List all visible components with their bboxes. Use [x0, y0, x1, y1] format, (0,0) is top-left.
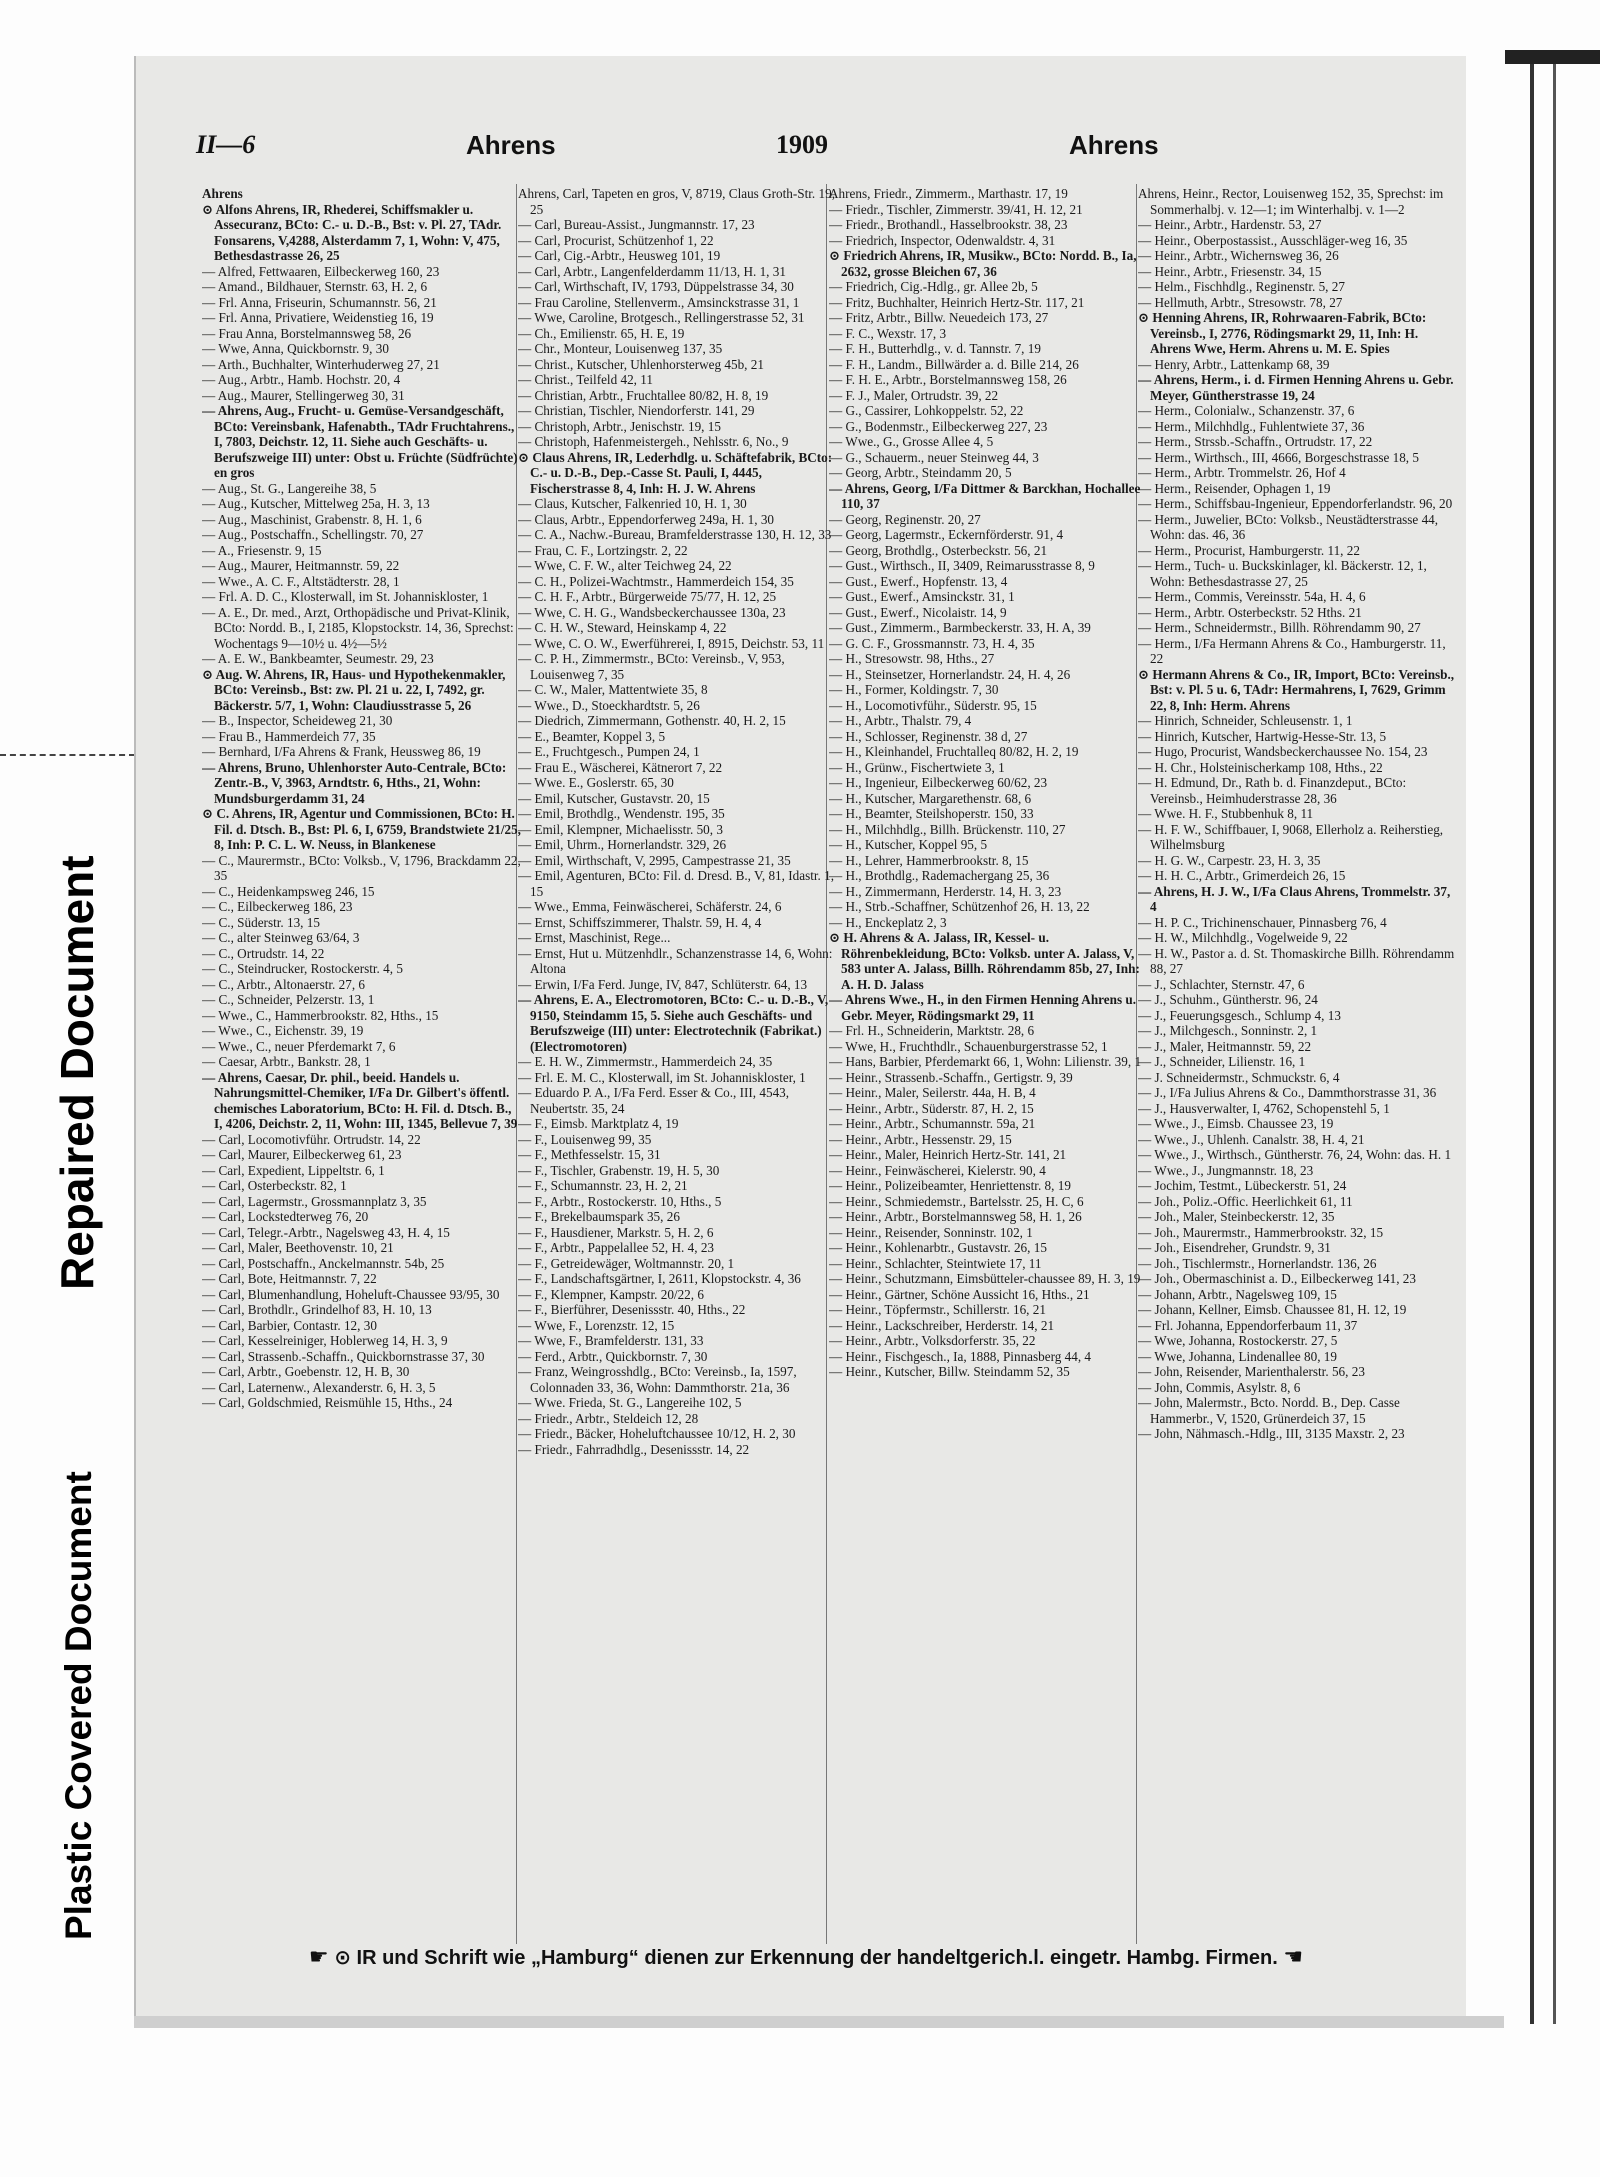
- directory-entry: — Aug., Maurer, Heitmannstr. 59, 22: [202, 558, 400, 573]
- directory-entry: Ahrens, Friedr., Zimmerm., Marthastr. 17, 19: [829, 186, 1068, 201]
- directory-entry: — Christ., Teilfeld 42, 11: [518, 372, 653, 387]
- page-bottom-edge: [134, 2016, 1504, 2028]
- directory-entry: — J., Maler, Heitmannstr. 59, 22: [1138, 1038, 1312, 1054]
- running-head-left: Ahrens: [466, 130, 556, 160]
- directory-column-2: [518, 186, 838, 1996]
- directory-entry: — Herm., Schiffsbau-Ingenieur, Eppendorferlandstr. 96, 20: [1138, 496, 1453, 511]
- directory-entry: — Wwe., C., Eichenstr. 39, 19: [202, 1023, 364, 1038]
- directory-entry: — C., Arbtr., Altonaerstr. 27, 6: [202, 976, 366, 992]
- directory-entry: — Wwe, Caroline, Brotgesch., Rellingerstrasse 52, 31: [518, 310, 805, 325]
- directory-entry: — Emil, Brothdlg., Wendenstr. 195, 35: [518, 806, 725, 821]
- directory-entry: — Heinr., Arbtr., Süderstr. 87, H. 2, 15: [829, 1100, 1034, 1116]
- directory-entry: — Heinr., Arbtr., Friesenstr. 34, 15: [1138, 263, 1322, 279]
- directory-entry: — Herm., Arbtr. Trommelstr. 26, Hof 4: [1138, 465, 1346, 480]
- directory-entry: — Frl. Anna, Friseurin, Schumannstr. 56, 21: [202, 294, 437, 310]
- directory-entry: — Carl, Strassenb.-Schaffn., Quickbornstrasse 37, 30: [202, 1348, 485, 1364]
- directory-entry: — C. A., Nachw.-Bureau, Bramfelderstrasse 130, H. 12, 33: [518, 527, 832, 542]
- directory-entry: — Aug., Arbtr., Hamb. Hochstr. 20, 4: [202, 372, 401, 387]
- footer-note: [216, 1944, 1396, 1984]
- pointing-hand-icon: ☛: [308, 1944, 329, 1969]
- directory-entry: — Wwe., C., Hammerbrookstr. 82, Hths., 15: [202, 1007, 439, 1023]
- directory-entry: — Ahrens, Herm., i. d. Firmen Henning Ahrens u. Gebr. Meyer, Güntherstrasse 19, 24: [1138, 372, 1454, 403]
- directory-entry: — A. E. W., Bankbeamter, Seumestr. 29, 23: [202, 651, 434, 666]
- directory-entry: — G., Cassirer, Lohkoppelstr. 52, 22: [829, 403, 1024, 418]
- directory-entry: — Wwe., J., Uhlenh. Canalstr. 38, H. 4, 21: [1138, 1131, 1365, 1147]
- directory-entry: — Carl, Arbtr., Langenfelderdamm 11/13, H. 1, 31: [518, 263, 786, 279]
- directory-entry: — Herm., Schneidermstr., Billh. Röhrendamm 90, 27: [1138, 620, 1421, 635]
- directory-entry: — G., Schauerm., neuer Steinweg 44, 3: [829, 449, 1039, 465]
- directory-entry: — C., Schneider, Pelzerstr. 13, 1: [202, 992, 375, 1007]
- directory-entry: — Carl, Telegr.-Arbtr., Nagelsweg 43, H. 4, 15: [202, 1224, 450, 1240]
- directory-entry: — Carl, Expedient, Lippeltstr. 6, 1: [202, 1162, 385, 1178]
- directory-entry: — Wwe., J., Wirthsch., Güntherstr. 76, 24, Wohn: das. H. 1: [1138, 1147, 1452, 1162]
- directory-entry: — H. F. W., Schiffbauer, I, 9068, Ellerholz a. Reiherstieg, Wilhelmsburg: [1138, 821, 1444, 852]
- directory-entry: — F., Landschaftsgärtner, I, 2611, Klopstockstr. 4, 36: [518, 1271, 801, 1286]
- directory-entry: — Joh., Obermaschinist a. D., Eilbeckerweg 141, 23: [1138, 1271, 1416, 1286]
- directory-entry: — Gust., Ewerf., Nicolaistr. 14, 9: [829, 604, 1007, 620]
- directory-entry: — Friedrich, Inspector, Odenwaldstr. 4, 31: [829, 232, 1056, 248]
- directory-entry: — Joh., Poliz.-Offic. Heerlichkeit 61, 11: [1138, 1193, 1353, 1209]
- directory-entry: — Heinr., Kohlenarbtr., Gustavstr. 26, 15: [829, 1240, 1047, 1255]
- directory-entry: — Carl, Blumenhandlung, Hoheluft-Chaussee 93/95, 30: [202, 1286, 500, 1302]
- directory-entry: — E. H. W., Zimmermstr., Hammerdeich 24, 35: [518, 1054, 773, 1069]
- directory-entry: — Ernst, Hut u. Mützenhdlr., Schanzenstrasse 14, 6, Wohn: Altona: [518, 945, 833, 976]
- directory-entry: — H., Ingenieur, Eilbeckerweg 60/62, 23: [829, 775, 1048, 790]
- directory-entry: — Heinr., Schutzmann, Eimsbütteler-chaussee 89, H. 3, 19: [829, 1271, 1141, 1286]
- directory-entry: — Emil, Klempner, Michaelisstr. 50, 3: [518, 821, 723, 837]
- directory-entry: — Aug., Maurer, Stellingerweg 30, 31: [202, 387, 405, 403]
- directory-entry: — Alfred, Fettwaaren, Eilbeckerweg 160, 23: [202, 263, 440, 279]
- directory-entry: — Aug., Kutscher, Mittelweg 25a, H. 3, 13: [202, 496, 430, 511]
- directory-entry: — Heinr., Arbtr., Borstelmannsweg 58, H. 1, 26: [829, 1209, 1082, 1224]
- directory-entry: — Ch., Emilienstr. 65, H. E, 19: [518, 325, 685, 341]
- directory-entry: — F., Klempner, Kampstr. 20/22, 6: [518, 1286, 704, 1302]
- directory-entry: — Joh., Maurermstr., Hammerbrookstr. 32, 15: [1138, 1224, 1384, 1240]
- directory-entry: — Georg, Arbtr., Steindamm 20, 5: [829, 465, 1012, 480]
- directory-entry: — Friedr., Brothandl., Hasselbrookstr. 38, 23: [829, 217, 1068, 232]
- directory-entry: ⊙ Alfons Ahrens, IR, Rhederei, Schiffsmakler u. Assecuranz, BCto: C.- u. D.-B., Bst: v. Pl. 27, TAdr. Fonsarens, V,4288, Alsterdamm 7, 1, Wohn: V, 475, Bethesdastrasse 26, 25: [202, 201, 502, 263]
- directory-entry: — Wwe., J., Jungmannstr. 18, 23: [1138, 1162, 1314, 1178]
- directory-entry: — A. E., Dr. med., Arzt, Orthopädische und Privat-Klinik, BCto: Nordd. B., I, 2185, Klopstockstr. 14, 36, Sprechst: Wochentags 9—10½ u. 4½—5½: [202, 604, 514, 651]
- directory-entry: — J., Schneider, Lilienstr. 16, 1: [1138, 1054, 1306, 1069]
- directory-entry: — J., Milchgesch., Sonninstr. 2, 1: [1138, 1023, 1318, 1038]
- directory-entry: — Carl, Brothdlr., Grindelhof 83, H. 10, 13: [202, 1302, 432, 1317]
- directory-entry: — Friedr., Fahrradhdlg., Desenissstr. 14, 22: [518, 1441, 750, 1457]
- directory-entry: — Friedr., Bäcker, Hoheluftchaussee 10/12, H. 2, 30: [518, 1426, 796, 1441]
- directory-entry: — Ahrens, Bruno, Uhlenhorster Auto-Centrale, BCto: Zentr.-B., V, 3963, Arndtstr. 6, Hths., 21, Wohn: Mundsburgerdamm 31, 24: [202, 759, 507, 806]
- directory-entry: — F., Arbtr., Pappelallee 52, H. 4, 23: [518, 1240, 715, 1255]
- directory-entry: — H., Schlosser, Reginenstr. 38 d, 27: [829, 728, 1028, 744]
- directory-entry: — Gust., Wirthsch., II, 3409, Reimarusstrasse 8, 9: [829, 558, 1095, 573]
- directory-entry: — Frl. Anna, Privatiere, Weidenstieg 16, 19: [202, 310, 434, 325]
- directory-entry: — John, Nähmasch.-Hdlg., III, 3135 Maxstr. 2, 23: [1138, 1426, 1405, 1441]
- directory-entry: — Georg, Reginenstr. 20, 27: [829, 511, 981, 527]
- directory-entry: — G., Bodenmstr., Eilbeckerweg 227, 23: [829, 418, 1048, 434]
- directory-entry: — Joh., Tischlermstr., Hornerlandstr. 136, 26: [1138, 1255, 1377, 1271]
- directory-entry: — F., Tischler, Grabenstr. 19, H. 5, 30: [518, 1162, 720, 1178]
- plastic-covered-document-label: Plastic Covered Document: [58, 1471, 99, 1940]
- directory-entry: — Heinr., Arbtr., Hardenstr. 53, 27: [1138, 217, 1322, 232]
- directory-entry: — C. P. H., Zimmermstr., BCto: Vereinsb., V, 953, Louisenweg 7, 35: [518, 651, 785, 682]
- directory-entry: — F., Methfesselstr. 15, 31: [518, 1147, 661, 1162]
- directory-entry: — Aug., St. G., Langereihe 38, 5: [202, 480, 377, 496]
- directory-entry: — Carl, Postschaffn., Anckelmannstr. 54b, 25: [202, 1255, 445, 1271]
- directory-entry: — Herm., Wirthsch., III, 4666, Borgeschstrasse 18, 5: [1138, 449, 1419, 465]
- directory-entry: — J., Hausverwalter, I, 4762, Schopenstehl 5, 1: [1138, 1100, 1390, 1116]
- directory-entry: — Friedrich, Cig.-Hdlg., gr. Allee 2b, 5: [829, 279, 1038, 294]
- directory-entry: — Carl, Procurist, Schützenhof 1, 22: [518, 232, 714, 248]
- directory-entry: — Carl, Kesselreiniger, Hoblerweg 14, H. 3, 9: [202, 1333, 448, 1348]
- directory-entry: — Wwe. Frieda, St. G., Langereihe 102, 5: [518, 1395, 742, 1410]
- directory-entry: — H., Zimmermann, Herderstr. 14, H. 3, 23: [829, 883, 1062, 899]
- directory-entry: — Eduardo P. A., I/Fa Ferd. Esser & Co., III, 4543, Neubertstr. 35, 24: [518, 1085, 790, 1116]
- directory-entry: — F., Eimsb. Marktplatz 4, 19: [518, 1116, 679, 1131]
- directory-entry: — Ahrens Wwe., H., in den Firmen Henning Ahrens u. Gebr. Meyer, Rödingsmarkt 29, 11: [829, 992, 1137, 1023]
- directory-entry: — Ahrens, E. A., Electromotoren, BCto: C.- u. D.-B., V, 9150, Steindamm 15, 5. Siehe auch Geschäfts- und Berufszweige (III) unter: Electrotechnik (Fabrikat.) (Electromotoren): [518, 992, 829, 1054]
- directory-entry: ⊙ Claus Ahrens, IR, Lederhdlg. u. Schäftefabrik, BCto: C.- u. D.-B., Dep.-Casse St. Pauli, I, 4445, Fischerstrasse 8, 4, Inh: H. J. W. Ahrens: [518, 449, 833, 496]
- directory-entry: Ahrens, Carl, Tapeten en gros, V, 8719, Claus Groth-Str. 19, 25: [518, 186, 836, 217]
- directory-entry: — Carl, Arbtr., Goebenstr. 12, H. B, 30: [202, 1364, 410, 1379]
- directory-entry: — Herm., Commis, Vereinsstr. 54a, H. 4, 6: [1138, 589, 1366, 604]
- directory-entry: — Carl, Locomotivführ. Ortrudstr. 14, 22: [202, 1131, 421, 1147]
- directory-entry: — F., Brekelbaumspark 35, 26: [518, 1209, 680, 1224]
- directory-entry: ⊙ C. Ahrens, IR, Agentur und Commissionen, BCto: H. Fil. d. Dtsch. B., Bst: Pl. 6, I, 6759, Brandstwiete 21/25, 8, Inh: P. C. L. W. Neuss, in Blankenese: [202, 806, 521, 852]
- directory-entry: — Frau E., Wäscherei, Kätnerort 7, 22: [518, 759, 723, 775]
- directory-entry: — Heinr., Reisender, Sonninstr. 102, 1: [829, 1224, 1033, 1240]
- directory-entry: — Wwe., A. C. F., Altstädterstr. 28, 1: [202, 573, 400, 589]
- directory-entry: — Carl, Laternenw., Alexanderstr. 6, H. 3, 5: [202, 1379, 436, 1395]
- directory-entry: — Ahrens, Georg, I/Fa Dittmer & Barckhan, Hochallee 110, 37: [829, 480, 1141, 511]
- page-number: II—6: [196, 130, 256, 159]
- directory-entry: — Heinr., Lackschreiber, Herderstr. 14, 21: [829, 1317, 1055, 1333]
- directory-entry: — Diedrich, Zimmermann, Gothenstr. 40, H. 2, 15: [518, 713, 786, 728]
- directory-entry: — Wwe., G., Grosse Allee 4, 5: [829, 434, 994, 449]
- directory-entry: — Heinr., Arbtr., Volksdorferstr. 35, 22: [829, 1333, 1036, 1348]
- directory-entry: — Herm., Reisender, Ophagen 1, 19: [1138, 480, 1331, 496]
- directory-entry: — Heinr., Arbtr., Hessenstr. 29, 15: [829, 1131, 1012, 1147]
- directory-entry: — Heinr., Fischgesch., Ia, 1888, Pinnasberg 44, 4: [829, 1348, 1092, 1364]
- directory-entry: — Frau Caroline, Stellenverm., Amsinckstrasse 31, 1: [518, 294, 800, 310]
- cut-line: [0, 754, 135, 756]
- directory-entry: — Carl, Bote, Heitmannstr. 7, 22: [202, 1271, 377, 1286]
- directory-entry: — C., Süderstr. 13, 15: [202, 914, 320, 930]
- directory-entry: — Emil, Uhrm., Hornerlandstr. 329, 26: [518, 837, 727, 852]
- directory-entry: — Herm., I/Fa Hermann Ahrens & Co., Hamburgerstr. 11, 22: [1138, 635, 1446, 666]
- directory-entry: — Wwe. E., Goslerstr. 65, 30: [518, 775, 674, 790]
- directory-entry: — C. H. F., Arbtr., Bürgerweide 75/77, H. 12, 25: [518, 589, 777, 604]
- directory-entry: — Wwe, C. H. G., Wandsbeckerchaussee 130a, 23: [518, 604, 786, 620]
- directory-entry: — Fritz, Arbtr., Billw. Neuedeich 173, 27: [829, 310, 1049, 325]
- directory-entry: — H., Locomotivführ., Süderstr. 95, 15: [829, 697, 1037, 713]
- directory-entry: — Carl, Lagermstr., Grossmannplatz 3, 35: [202, 1193, 427, 1209]
- directory-entry: — Carl, Maurer, Eilbeckerweg 61, 23: [202, 1147, 402, 1162]
- directory-entry: — Frl. A. D. C., Klosterwall, im St. Johanniskloster, 1: [202, 589, 489, 604]
- directory-entry: — B., Inspector, Scheideweg 21, 30: [202, 713, 393, 728]
- directory-entry: — Wwe, F., Bramfelderstr. 131, 33: [518, 1333, 704, 1348]
- directory-entry: — John, Reisender, Marienthalerstr. 56, 23: [1138, 1364, 1365, 1379]
- directory-entry: — Emil, Wirthschaft, V, 2995, Campestrasse 21, 35: [518, 852, 791, 868]
- directory-entry: — Fritz, Buchhalter, Heinrich Hertz-Str. 117, 21: [829, 294, 1085, 310]
- directory-entry: — Christian, Tischler, Niendorferstr. 141, 29: [518, 403, 755, 418]
- directory-entry: — Ahrens, Caesar, Dr. phil., beeid. Handels u. Nahrungsmittel-Chemiker, I/Fa Dr. Gilbert's öffentl. chemisches Laboratorium, BCto: H. Fil. d. Dtsch. B., I, 4206, Deichstr. 2, 11, Wohn: III, 1345, Bellevue 7, 39: [202, 1069, 518, 1131]
- directory-entry: — Wwe., J., Eimsb. Chaussee 23, 19: [1138, 1116, 1334, 1131]
- directory-entry: — Arth., Buchhalter, Winterhuderweg 27, 21: [202, 356, 440, 372]
- directory-entry: — F., Getreidewäger, Woltmannstr. 20, 1: [518, 1255, 735, 1271]
- directory-entry: — Herm., Procurist, Hamburgerstr. 11, 22: [1138, 542, 1360, 558]
- directory-entry: — F. J., Maler, Ortrudstr. 39, 22: [829, 387, 999, 403]
- directory-entry: — Herm., Arbtr. Osterbeckstr. 52 Hths. 21: [1138, 604, 1362, 620]
- directory-entry: — Frau Anna, Borstelmannsweg 58, 26: [202, 325, 412, 341]
- directory-entry: — Carl, Goldschmied, Reismühle 15, Hths., 24: [202, 1395, 453, 1410]
- directory-entry: — Aug., Postschaffn., Schellingstr. 70, 27: [202, 527, 424, 542]
- directory-entry: — H. P. C., Trichinenschauer, Pinnasberg 76, 4: [1138, 914, 1387, 930]
- directory-entry: — Christ., Kutscher, Uhlenhorsterweg 45b, 21: [518, 356, 764, 372]
- directory-entry: — J., Schuhm., Güntherstr. 96, 24: [1138, 992, 1318, 1007]
- directory-entry: — Heinr., Maler, Seilerstr. 44a, H. B, 4: [829, 1085, 1036, 1100]
- directory-entry: — H., Kleinhandel, Fruchtalleq 80/82, H. 2, 19: [829, 744, 1079, 759]
- directory-entry: — Gust., Ewerf., Hopfenstr. 13, 4: [829, 573, 1008, 589]
- directory-entry: — Heinr., Polizeibeamter, Henriettenstr. 8, 19: [829, 1178, 1071, 1193]
- directory-entry: — H., Beamter, Steilshoperstr. 150, 33: [829, 806, 1034, 821]
- directory-entry: — Heinr., Kutscher, Billw. Steindamm 52, 35: [829, 1364, 1070, 1379]
- directory-entry: ⊙ Aug. W. Ahrens, IR, Haus- und Hypothekenmakler, BCto: Vereinsb., Bst: zw. Pl. 21 u. 22, I, 7492, gr. Bäckerstr. 5/7, 1, Wohn: Claudiusstrasse 5, 26: [202, 666, 506, 713]
- directory-entry: — Wwe, Anna, Quickbornstr. 9, 30: [202, 341, 389, 356]
- running-head-year: 1909: [776, 130, 828, 159]
- directory-entry: — Wwe, Johanna, Rostockerstr. 27, 5: [1138, 1333, 1338, 1348]
- directory-entry: — J., Feuerungsgesch., Schlump 4, 13: [1138, 1007, 1341, 1023]
- pointing-hand-icon: ☚: [1283, 1944, 1304, 1969]
- directory-entry: — Jochim, Testmt., Lübeckerstr. 51, 24: [1138, 1178, 1347, 1193]
- directory-column-3: [829, 186, 1149, 1996]
- directory-entry: Ahrens, Heinr., Rector, Louisenweg 152, 35, Sprechst: im Sommerhalbj. v. 12—1; im Winterhalbj. v. 1—2: [1138, 186, 1444, 217]
- directory-entry: — Wwe., D., Stoeckhardtstr. 5, 26: [518, 697, 700, 713]
- directory-entry: — Wwe, Johanna, Lindenallee 80, 19: [1138, 1348, 1337, 1364]
- directory-entry: — Caesar, Arbtr., Bankstr. 28, 1: [202, 1054, 371, 1069]
- directory-entry: — Gust., Ewerf., Amsinckstr. 31, 1: [829, 589, 1015, 604]
- directory-entry: — G. C. F., Grossmannstr. 73, H. 4, 35: [829, 635, 1035, 651]
- directory-entry: — Frau, C. F., Lortzingstr. 2, 22: [518, 542, 688, 558]
- directory-entry: — Claus, Arbtr., Eppendorferweg 249a, H. 1, 30: [518, 511, 775, 527]
- running-head: [196, 130, 1316, 170]
- directory-entry: — Heinr., Arbtr., Schumannstr. 59a, 21: [829, 1116, 1036, 1131]
- directory-entry: — Ahrens, Aug., Frucht- u. Gemüse-Versandgeschäft, BCto: Vereinsbank, Hafenabth., TAdr Fruchtahrens., I, 7803, Deichstr. 12, 11. Siehe auch Geschäfts- u. Berufszweige III) unter: Obst u. Früchte (Südfrüchte) en gros: [202, 403, 518, 480]
- directory-entry: — F. H. E., Arbtr., Borstelmannsweg 158, 26: [829, 372, 1067, 387]
- directory-entry: — Hugo, Procurist, Wandsbeckerchaussee No. 154, 23: [1138, 744, 1428, 759]
- directory-entry: — Ferd., Arbtr., Quickbornstr. 7, 30: [518, 1348, 708, 1364]
- directory-entry: — Johann, Arbtr., Nagelsweg 109, 15: [1138, 1286, 1337, 1302]
- directory-entry: — Hinrich, Kutscher, Hartwig-Hesse-Str. 13, 5: [1138, 728, 1387, 744]
- footer-text: ⊙ IR und Schrift wie „Hamburg“ dienen zur Erkennung der handeltgerich.l. eingetr. Hambg. Firmen.: [334, 1947, 1278, 1969]
- directory-entry: — Frl. H., Schneiderin, Marktstr. 28, 6: [829, 1023, 1035, 1038]
- directory-entry: — Carl, Lockstedterweg 76, 20: [202, 1209, 369, 1224]
- directory-entry: — Heinr., Töpfermstr., Schillerstr. 16, 21: [829, 1302, 1046, 1317]
- directory-entry: ⊙ Henning Ahrens, IR, Rohrwaaren-Fabrik, BCto: Vereinsb., I, 2776, Rödingsmarkt 29, 11, Inh: H. Ahrens Wwe, Herm. Ahrens u. M. E. Spies: [1138, 310, 1427, 356]
- directory-entry: — Herm., Tuch- u. Buckskinlager, kl. Bäckerstr. 12, 1, Wohn: Bethesdastrasse 27, 25: [1138, 558, 1427, 589]
- directory-entry: — Christoph, Hafenmeistergeh., Nehlsstr. 6, No., 9: [518, 434, 789, 449]
- directory-entry: — C., Steindrucker, Rostockerstr. 4, 5: [202, 961, 403, 976]
- directory-entry: — Friedr., Tischler, Zimmerstr. 39/41, H. 12, 21: [829, 201, 1083, 217]
- directory-entry: — Herm., Juwelier, BCto: Volksb., Neustädterstrasse 44, Wohn: das. 46, 36: [1138, 511, 1439, 542]
- directory-entry: — C., Eilbeckerweg 186, 23: [202, 899, 353, 914]
- directory-entry: — John, Malermstr., Bcto. Nordd. B., Dep. Casse Hammerbr., V, 1520, Grünerdeich 37, 15: [1138, 1395, 1400, 1426]
- directory-entry: — C., Heidenkampsweg 246, 15: [202, 883, 375, 899]
- binding-edge: [1505, 50, 1600, 64]
- repaired-document-label: Repaired Document: [51, 855, 103, 1290]
- directory-entry: — H. G. W., Carpestr. 23, H. 3, 35: [1138, 852, 1321, 868]
- directory-entry: — Carl, Osterbeckstr. 82, 1: [202, 1178, 347, 1193]
- directory-entry: — Georg, Lagermstr., Eckernförderstr. 91, 4: [829, 527, 1064, 542]
- directory-entry: — Wwe. H. F., Stubbenhuk 8, 11: [1138, 806, 1314, 821]
- directory-entry: — Emil, Kutscher, Gustavstr. 20, 15: [518, 790, 710, 806]
- directory-entry: — E., Fruchtgesch., Pumpen 24, 1: [518, 744, 700, 759]
- directory-entry: — H., Strb.-Schaffner, Schützenhof 26, H. 13, 22: [829, 899, 1090, 914]
- directory-entry: — H., Arbtr., Thalstr. 79, 4: [829, 713, 972, 728]
- directory-entry: — Amand., Bildhauer, Sternstr. 63, H. 2, 6: [202, 279, 428, 294]
- directory-entry: — C., Maurermstr., BCto: Volksb., V, 1796, Brackdamm 22, 35: [202, 852, 521, 883]
- directory-entry: — Wwe., C., neuer Pferdemarkt 7, 6: [202, 1038, 396, 1054]
- directory-entry: ⊙ H. Ahrens & A. Jalass, IR, Kessel- u. Röhrenbekleidung, BCto: Volksb. unter A. Jalass, V, 583 unter A. Jalass, Billh. Röhrendamm 85b, 27, Inh: A. H. D. Jalass: [829, 930, 1140, 992]
- directory-entry: — C. W., Maler, Mattentwiete 35, 8: [518, 682, 708, 697]
- directory-entry: — H., Milchhdlg., Billh. Brückenstr. 110, 27: [829, 821, 1066, 837]
- directory-entry: — Heinr., Schmiedemstr., Bartelsstr. 25, H. C, 6: [829, 1193, 1084, 1209]
- directory-entry: — Heinr., Feinwäscherei, Kielerstr. 90, 4: [829, 1162, 1046, 1178]
- directory-entry: — F., Louisenweg 99, 35: [518, 1131, 652, 1147]
- directory-entry: — F., Schumannstr. 23, H. 2, 21: [518, 1178, 688, 1193]
- directory-entry: — H. W., Milchhdlg., Vogelweide 9, 22: [1138, 930, 1348, 945]
- directory-entry: — Herm., Milchhdlg., Fuhlentwiete 37, 36: [1138, 418, 1365, 434]
- directory-column-1: [202, 186, 522, 1996]
- directory-entry: — Wwe, H., Fruchthdlr., Schauenburgerstrasse 52, 1: [829, 1038, 1108, 1054]
- directory-entry: — Joh., Eisendreher, Grundstr. 9, 31: [1138, 1240, 1331, 1255]
- directory-entry: — Georg, Brothdlg., Osterbeckstr. 56, 21: [829, 542, 1048, 558]
- directory-entry: — Hans, Barbier, Pferdemarkt 66, 1, Wohn: Lilienstr. 39, 1: [829, 1054, 1142, 1069]
- directory-entry: ⊙ Friedrich Ahrens, IR, Musikw., BCto: Nordd. B., Ia, 2632, grosse Bleichen 67, 36: [829, 248, 1137, 279]
- directory-page: [134, 56, 1466, 2016]
- column-heading: Ahrens: [202, 186, 243, 201]
- directory-entry: — Erwin, I/Fa Ferd. Junge, IV, 847, Schlüterstr. 64, 13: [518, 976, 808, 992]
- directory-entry: — Carl, Cig.-Arbtr., Heusweg 101, 19: [518, 248, 721, 263]
- directory-entry: — Bernhard, I/Fa Ahrens & Frank, Heussweg 86, 19: [202, 744, 481, 759]
- directory-entry: — F., Hausdiener, Markstr. 5, H. 2, 6: [518, 1224, 714, 1240]
- directory-entry: — Heinr., Oberpostassist., Ausschläger-weg 16, 35: [1138, 232, 1408, 248]
- directory-entry: — F. H., Butterhdlg., v. d. Tannstr. 7, 19: [829, 341, 1041, 356]
- directory-entry: — John, Commis, Asylstr. 8, 6: [1138, 1379, 1301, 1395]
- directory-entry: — H., Kutscher, Koppel 95, 5: [829, 837, 988, 852]
- directory-entry: — H. W., Pastor a. d. St. Thomaskirche Billh. Röhrendamm 88, 27: [1138, 945, 1455, 976]
- directory-entry: — H., Lehrer, Hammerbrookstr. 8, 15: [829, 852, 1029, 868]
- directory-entry: — Joh., Maler, Steinbeckerstr. 12, 35: [1138, 1209, 1335, 1224]
- directory-column-4: [1138, 186, 1458, 1996]
- directory-entry: — Herm., Colonialw., Schanzenstr. 37, 6: [1138, 403, 1355, 418]
- directory-entry: — C., alter Steinweg 63/64, 3: [202, 930, 360, 945]
- directory-entry: — H., Brothdlg., Rademachergang 25, 36: [829, 868, 1050, 883]
- directory-entry: — Carl, Maler, Beethovenstr. 10, 21: [202, 1240, 394, 1255]
- directory-entry: — Chr., Monteur, Louisenweg 137, 35: [518, 341, 723, 356]
- directory-entry: — H., Grünw., Fischertwiete 3, 1: [829, 759, 1005, 775]
- directory-entry: — H. H. C., Arbtr., Grimerdeich 26, 15: [1138, 868, 1346, 883]
- directory-entry: — F., Arbtr., Rostockerstr. 10, Hths., 5: [518, 1193, 722, 1209]
- directory-entry: — Frl. Johanna, Eppendorferbaum 11, 37: [1138, 1317, 1358, 1333]
- directory-entry: — F. H., Landm., Billwärder a. d. Bille 214, 26: [829, 356, 1079, 372]
- directory-entry: — Heinr., Strassenb.-Schaffn., Gertigstr. 9, 39: [829, 1069, 1073, 1085]
- directory-entry: — H., Enckeplatz 2, 3: [829, 914, 947, 930]
- directory-entry: — Wwe, F., Lorenzstr. 12, 15: [518, 1317, 675, 1333]
- directory-entry: — Hinrich, Schneider, Schleusenstr. 1, 1: [1138, 713, 1353, 728]
- directory-entry: — C. H. W., Steward, Heinskamp 4, 22: [518, 620, 727, 635]
- directory-entry: — Carl, Wirthschaft, IV, 1793, Düppelstrasse 34, 30: [518, 279, 794, 294]
- directory-entry: — Carl, Barbier, Contastr. 12, 30: [202, 1317, 377, 1333]
- directory-entry: — Hellmuth, Arbtr., Stresowstr. 78, 27: [1138, 294, 1343, 310]
- directory-entry: — Wwe, C. F. W., alter Teichweg 24, 22: [518, 558, 732, 573]
- directory-entry: — Christian, Arbtr., Fruchtallee 80/82, H. 8, 19: [518, 387, 769, 403]
- directory-entry: — Ahrens, H. J. W., I/Fa Claus Ahrens, Trommelstr. 37, 4: [1138, 883, 1451, 914]
- directory-entry: — Herm., Strssb.-Schaffn., Ortrudstr. 17, 22: [1138, 434, 1373, 449]
- directory-entry: — Johann, Kellner, Eimsb. Chaussee 81, H. 12, 19: [1138, 1302, 1407, 1317]
- directory-entry: — C., Ortrudstr. 14, 22: [202, 945, 325, 961]
- directory-entry: — Franz, Weingrosshdlg., BCto: Vereinsb., Ia, 1597, Colonnaden 33, 36, Wohn: Dammthorstr. 21a, 36: [518, 1364, 797, 1395]
- directory-entry: — Christoph, Arbtr., Jenischstr. 19, 15: [518, 418, 721, 434]
- directory-entry: — Frau B., Hammerdeich 77, 35: [202, 728, 376, 744]
- directory-entry: — J., I/Fa Julius Ahrens & Co., Dammthorstrasse 31, 36: [1138, 1085, 1437, 1100]
- page-edge-line: [1553, 64, 1556, 2024]
- directory-entry: — Gust., Zimmerm., Barmbeckerstr. 33, H. A, 39: [829, 620, 1091, 635]
- directory-entry: — A., Friesenstr. 9, 15: [202, 542, 322, 558]
- directory-entry: — Ernst, Schiffszimmerer, Thalstr. 59, H. 4, 4: [518, 914, 762, 930]
- directory-entry: — J. Schneidermstr., Schmuckstr. 6, 4: [1138, 1069, 1340, 1085]
- directory-entry: — Emil, Agenturen, BCto: Fil. d. Dresd. B., V, 81, Idastr. 1, 15: [518, 868, 835, 899]
- directory-entry: — Ernst, Maschinist, Rege...: [518, 930, 671, 945]
- directory-entry: — J., Schlachter, Sternstr. 47, 6: [1138, 976, 1305, 992]
- directory-entry: — Henry, Arbtr., Lattenkamp 68, 39: [1138, 356, 1330, 372]
- directory-entry: — F. C., Wexstr. 17, 3: [829, 325, 947, 341]
- directory-entry: — Aug., Maschinist, Grabenstr. 8, H. 1, 6: [202, 511, 422, 527]
- directory-entry: — Helm., Fischhdlg., Reginenstr. 5, 27: [1138, 279, 1345, 294]
- directory-entry: — Heinr., Gärtner, Schöne Aussicht 16, Hths., 21: [829, 1286, 1090, 1302]
- directory-entry: — H., Kutscher, Margarethenstr. 68, 6: [829, 790, 1032, 806]
- directory-entry: — Heinr., Arbtr., Wichernsweg 36, 26: [1138, 248, 1339, 263]
- directory-entry: ⊙ Hermann Ahrens & Co., IR, Import, BCto: Vereinsb., Bst: v. Pl. 5 u. 6, TAdr: Hermahrens, I, 7629, Grimm 22, 8, Inh: Herm. Ahrens: [1138, 666, 1455, 713]
- directory-entry: — Heinr., Schlachter, Steintwiete 17, 11: [829, 1255, 1042, 1271]
- directory-entry: — E., Beamter, Koppel 3, 5: [518, 728, 666, 744]
- directory-entry: — Heinr., Maler, Heinrich Hertz-Str. 141, 21: [829, 1147, 1067, 1162]
- directory-entry: — H. Chr., Holsteinischerkamp 108, Hths., 22: [1138, 759, 1383, 775]
- directory-entry: — H., Stresowstr. 98, Hths., 27: [829, 651, 995, 666]
- directory-entry: — C. H., Polizei-Wachtmstr., Hammerdeich 154, 35: [518, 573, 794, 589]
- directory-entry: — Carl, Bureau-Assist., Jungmannstr. 17, 23: [518, 217, 755, 232]
- directory-entry: — H. Edmund, Dr., Rath b. d. Finanzdeput., BCto: Vereinsb., Heimhuderstrasse 28, 36: [1138, 775, 1407, 806]
- directory-entry: — H., Former, Koldingstr. 7, 30: [829, 682, 999, 697]
- directory-entry: — Wwe, C. O. W., Ewerführerei, I, 8915, Deichstr. 53, 11: [518, 635, 825, 651]
- directory-entry: — Wwe., Emma, Feinwäscherei, Schäferstr. 24, 6: [518, 899, 782, 914]
- directory-entry: — Friedr., Arbtr., Steldeich 12, 28: [518, 1410, 699, 1426]
- running-head-right: Ahrens: [1069, 130, 1159, 160]
- page-edge-line: [1530, 64, 1534, 2024]
- directory-entry: — H., Steinsetzer, Hornerlandstr. 24, H. 4, 26: [829, 666, 1071, 682]
- directory-entry: — F., Bierführer, Desenissstr. 40, Hths., 22: [518, 1302, 746, 1317]
- directory-entry: — Frl. E. M. C., Klosterwall, im St. Johanniskloster, 1: [518, 1069, 806, 1085]
- directory-entry: — Claus, Kutscher, Falkenried 10, H. 1, 30: [518, 496, 747, 511]
